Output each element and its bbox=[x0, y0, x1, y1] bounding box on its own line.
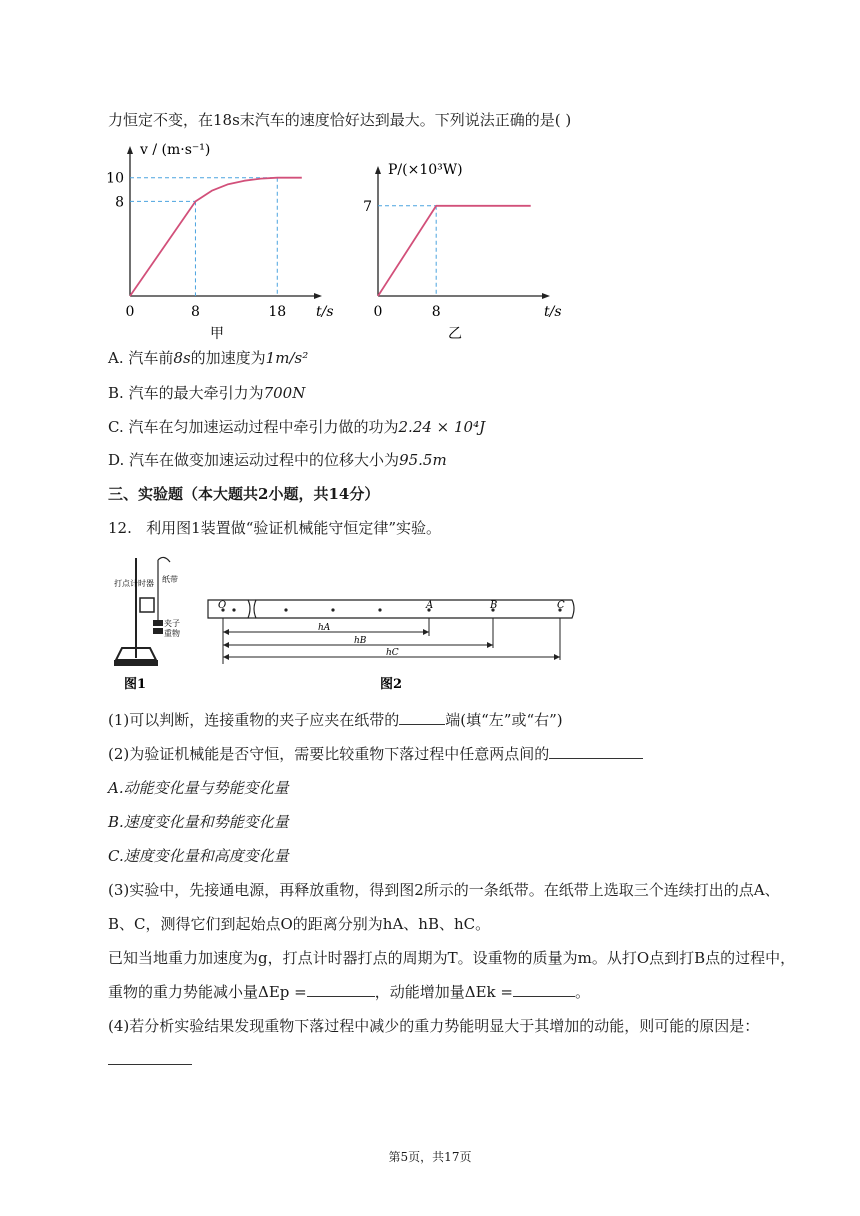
power-time-chart bbox=[350, 150, 570, 340]
x-tick-label-2: 18 bbox=[268, 304, 287, 320]
apparatus-figure-1 bbox=[112, 552, 192, 694]
velocity-time-chart bbox=[108, 140, 338, 340]
hb-label: hB bbox=[354, 636, 367, 646]
answer-blank-5[interactable] bbox=[108, 1050, 192, 1065]
choice-b: B.速度变化量和势能变化量 bbox=[108, 813, 289, 831]
option-b: B. 汽车的最大牵引力为700N bbox=[108, 384, 306, 402]
figure-2-caption: 图2 bbox=[380, 677, 403, 692]
y-tick-label-0: 8 bbox=[115, 194, 124, 211]
x-tick-label-1: 8 bbox=[190, 304, 200, 320]
sub-question-3-line-1: (3)实验中，先接通电源，再释放重物，得到图2所示的一条纸带。在纸带上选取三个连续打出的点A、 bbox=[108, 881, 780, 899]
y-axis-label: v / (m·s⁻¹) bbox=[140, 142, 211, 158]
paper-tape-figure-2 bbox=[200, 592, 600, 696]
sub-question-4-answer-line bbox=[108, 1050, 192, 1070]
sub-question-1: (1)可以判断，连接重物的夹子应夹在纸带的 端(填“左”或“右”) bbox=[108, 711, 563, 729]
answer-blank-3[interactable] bbox=[307, 982, 375, 997]
x-axis-arrow bbox=[314, 293, 322, 299]
option-a: A. 汽车前8s的加速度为1m/s² bbox=[108, 349, 309, 367]
chart-caption: 甲 bbox=[210, 326, 224, 342]
answer-blank-2[interactable] bbox=[549, 744, 643, 759]
page-footer: 第5页，共17页 bbox=[388, 1150, 472, 1164]
sub-question-3-line-2: B、C，测得它们到起始点O的距离分别为hA、hB、hC。 bbox=[108, 915, 491, 933]
question-12: 12. 利用图1装置做“验证机械能守恒定律”实验。 bbox=[108, 519, 442, 537]
option-d: D. 汽车在做变加速运动过程中的位移大小为95.5m bbox=[108, 451, 447, 469]
choice-c: C.速度变化量和高度变化量 bbox=[108, 847, 289, 865]
timer-label: 打点计时器 bbox=[114, 579, 154, 588]
question-intro-line: 力恒定不变，在18s末汽车的速度恰好达到最大。下列说法正确的是( ) bbox=[108, 111, 572, 129]
sub-question-3-line-4: 重物的重力势能减小量ΔEp = ，动能增加量ΔEk = 。 bbox=[108, 983, 590, 1001]
answer-blank-1[interactable] bbox=[399, 710, 445, 725]
hc-label: hC bbox=[386, 648, 399, 658]
x-axis-label: t/s bbox=[316, 304, 334, 320]
y-tick-label-0: 7 bbox=[363, 198, 372, 215]
point-a-label: A bbox=[426, 600, 434, 611]
sub-question-2: (2)为验证机械能是否守恒，需要比较重物下落过程中任意两点间的 bbox=[108, 744, 643, 764]
y-tick-label-1: 10 bbox=[106, 170, 124, 187]
series-line bbox=[378, 206, 531, 296]
answer-blank-4[interactable] bbox=[513, 982, 575, 997]
x-tick-label-0: 0 bbox=[373, 304, 383, 320]
y-axis-label: P/(×10³W) bbox=[388, 162, 463, 178]
sub-question-4: (4)若分析实验结果发现重物下落过程中减少的重力势能明显大于其增加的动能，则可能的原因是： bbox=[108, 1017, 760, 1035]
option-c: C. 汽车在匀加速运动过程中牵引力做的功为2.24 × 10⁴J bbox=[108, 418, 486, 436]
x-axis-arrow bbox=[542, 293, 550, 299]
section-heading: 三、实验题（本大题共2小题，共14分） bbox=[108, 485, 380, 503]
sub-question-3-line-3: 已知当地重力加速度为g，打点计时器打点的周期为T。设重物的质量为m。从打O点到打B点的过程中， bbox=[108, 949, 796, 967]
choice-a: A.动能变化量与势能变化量 bbox=[108, 779, 289, 797]
x-tick-label-0: 0 bbox=[125, 304, 135, 320]
y-axis-arrow bbox=[127, 146, 133, 154]
chart-caption: 乙 bbox=[448, 326, 462, 342]
series-line bbox=[130, 178, 302, 296]
ha-label: hA bbox=[318, 623, 331, 633]
figure-1-caption: 图1 bbox=[124, 677, 147, 692]
x-tick-label-1: 8 bbox=[431, 304, 441, 320]
weight-label: 重物 bbox=[164, 629, 180, 638]
y-axis-arrow bbox=[375, 166, 381, 174]
tape-label: 纸带 bbox=[162, 575, 178, 584]
x-axis-label: t/s bbox=[544, 304, 562, 320]
point-b-label: B bbox=[490, 600, 498, 611]
clip-label: 夹子 bbox=[164, 619, 180, 628]
point-c-label: C bbox=[557, 600, 565, 611]
point-o-label: O bbox=[218, 600, 227, 611]
